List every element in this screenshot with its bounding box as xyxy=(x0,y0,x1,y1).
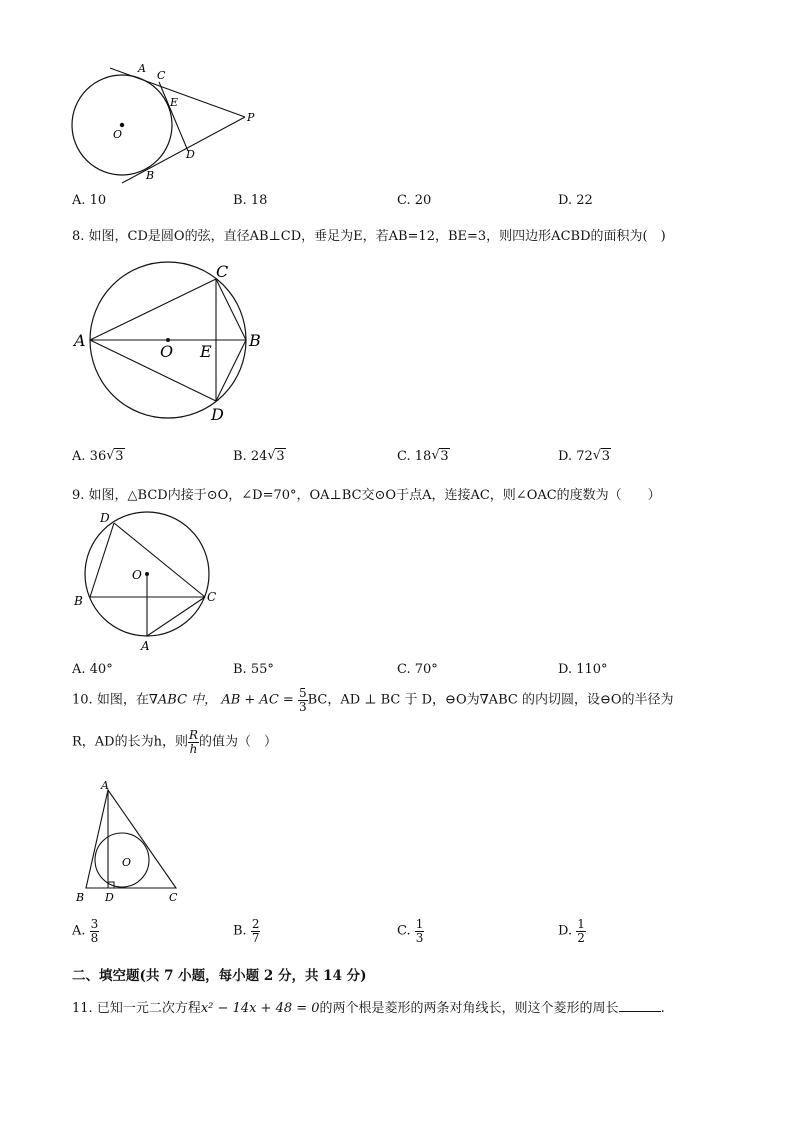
q8-figure xyxy=(68,255,268,430)
q11-text-c: . xyxy=(660,1001,665,1016)
q10-option-b[interactable] xyxy=(233,918,260,944)
q10-option-c-letter: C. xyxy=(397,923,411,939)
q7-tangent-pa xyxy=(110,68,245,117)
q9-number: 9. xyxy=(72,488,85,503)
q10-question-line2 xyxy=(72,729,277,755)
q10-line1-d: BC，AD ⊥ BC 于 D，⊖O为∇ABC 的内切圆，设⊖O的半径为 xyxy=(307,692,674,708)
q10-line1-a: 如图，在 xyxy=(96,692,149,708)
q8-segment-ad xyxy=(90,340,216,401)
q8-option-a-radicand: 3 xyxy=(115,449,124,464)
q8-segment-db xyxy=(216,340,246,401)
q10-option-c-fraction xyxy=(415,918,425,944)
q10-line2-b: 的值为（ ） xyxy=(199,734,278,750)
q8-option-d-letter: D. xyxy=(558,449,573,464)
q10-option-d[interactable] xyxy=(558,918,586,944)
q10-option-a-den: 8 xyxy=(90,930,99,945)
q11-number: 11. xyxy=(72,1001,93,1016)
section-2-title: 二、填空题(共 7 小题，每小题 2 分，共 14 分) xyxy=(72,968,367,984)
q10-option-b-fraction xyxy=(251,918,261,944)
q7-option-c[interactable]: C. 20 xyxy=(397,193,432,208)
q9-label-b: B xyxy=(74,594,83,608)
q9-option-c[interactable]: C. 70° xyxy=(397,662,438,677)
q10-option-d-num: 1 xyxy=(577,917,585,931)
q11-answer-blank[interactable] xyxy=(619,999,661,1012)
q7-option-d[interactable]: D. 22 xyxy=(558,193,593,208)
q10-line1-b: ∇ABC 中， xyxy=(148,692,218,708)
q8-label-o: O xyxy=(160,342,174,361)
q10-option-b-den: 7 xyxy=(251,930,260,945)
q9-segment-db xyxy=(90,523,114,597)
q10-figure xyxy=(68,775,198,907)
q7-label-c: C xyxy=(157,69,166,82)
q10-option-a-fraction xyxy=(90,918,100,944)
q8-option-b-letter: B. xyxy=(233,449,247,464)
q8-option-b-radicand: 3 xyxy=(276,449,285,464)
q8-option-b[interactable] xyxy=(233,449,286,464)
q10-option-a-num: 3 xyxy=(90,917,99,931)
q10-label-a: A xyxy=(101,779,109,792)
q10-triangle xyxy=(86,790,176,888)
q7-label-e: E xyxy=(170,96,179,109)
q10-fraction-5-3 xyxy=(298,687,308,713)
q11-text-a: 已知一元二次方程 xyxy=(96,1001,201,1016)
q8-option-d-radicand: 3 xyxy=(601,449,611,464)
sqrt-icon xyxy=(593,449,611,464)
q9-question xyxy=(72,484,661,503)
q10-line2-a: R，AD的长为h，则 xyxy=(72,734,188,750)
q10-option-d-den: 2 xyxy=(577,930,585,945)
q8-option-a-letter: A. xyxy=(72,449,86,464)
q7-center-dot xyxy=(120,123,124,127)
sqrt-icon xyxy=(267,449,285,464)
q10-question-line1 xyxy=(72,687,674,713)
q10-fraction-r-h xyxy=(188,729,199,755)
q8-option-a-coef: 36 xyxy=(89,449,107,464)
q10-frac-num: 5 xyxy=(298,686,307,700)
q8-segment-ac xyxy=(90,279,216,340)
q8-option-a[interactable] xyxy=(72,449,125,464)
q10-label-b: B xyxy=(76,891,85,904)
q9-option-a[interactable]: A. 40° xyxy=(72,662,113,677)
q9-label-a: A xyxy=(141,639,150,653)
q9-figure xyxy=(68,505,228,653)
q10-label-o: O xyxy=(122,856,132,869)
q7-option-a[interactable]: A. 10 xyxy=(72,193,107,208)
q8-option-c-letter: C. xyxy=(397,449,411,464)
q7-label-d: D xyxy=(186,148,195,161)
q8-text: 如图，CD是圆O的弦，直径AB⊥CD，垂足为E，若AB=12，BE=3，则四边形ACBD的面积为( ) xyxy=(88,229,666,244)
q9-segment-ac xyxy=(147,597,205,636)
q10-frac-r: R xyxy=(188,728,199,742)
q10-label-d: D xyxy=(105,891,114,904)
q8-label-c: C xyxy=(216,262,229,281)
q10-option-c-den: 3 xyxy=(415,930,424,945)
q8-option-c[interactable] xyxy=(397,449,450,464)
q7-tangent-cd xyxy=(159,82,188,151)
q9-text: 如图，△BCD内接于⊙O，∠D=70°，OA⊥BC交⊙O于点A，连接AC，则∠OAC的度数为（ ） xyxy=(88,488,661,503)
q10-frac-den: 3 xyxy=(298,699,307,714)
q7-option-b[interactable]: B. 18 xyxy=(233,193,268,208)
q9-label-d: D xyxy=(100,511,110,525)
q11-question xyxy=(72,997,665,1016)
q8-option-d[interactable] xyxy=(558,449,611,464)
q10-line1-c: AB + AC = xyxy=(221,692,294,708)
q8-number: 8. xyxy=(72,229,85,244)
q10-option-a-letter: A. xyxy=(72,923,86,939)
q8-segment-cb xyxy=(216,279,246,340)
q11-text-b: 的两个根是菱形的两条对角线长，则这个菱形的周长 xyxy=(319,1001,619,1016)
q8-label-d: D xyxy=(211,405,224,424)
q10-option-c-num: 1 xyxy=(415,917,424,931)
q9-option-b[interactable]: B. 55° xyxy=(233,662,274,677)
q8-option-d-coef: 72 xyxy=(576,449,593,464)
q8-label-e: E xyxy=(200,342,212,361)
q7-label-o: O xyxy=(113,128,123,141)
q7-tangent-pb xyxy=(122,117,245,183)
sqrt-icon xyxy=(431,449,449,464)
q7-label-a: A xyxy=(138,62,146,75)
q8-label-b: B xyxy=(249,331,261,350)
q11-equation: x² − 14x + 48 = 0 xyxy=(200,1001,320,1016)
sqrt-icon xyxy=(106,449,124,464)
q9-segment-dc xyxy=(114,523,205,597)
q8-option-c-radicand: 3 xyxy=(440,449,449,464)
q8-label-a: A xyxy=(74,331,86,350)
q10-option-c[interactable] xyxy=(397,918,424,944)
q8-option-c-coef: 18 xyxy=(414,449,432,464)
q10-option-d-letter: D. xyxy=(558,923,573,939)
q10-frac-h: h xyxy=(189,741,198,756)
q8-question xyxy=(72,225,666,244)
q7-label-b: B xyxy=(146,169,155,182)
q9-option-d[interactable]: D. 110° xyxy=(558,662,608,677)
q10-option-a[interactable] xyxy=(72,918,99,944)
q10-label-c: C xyxy=(169,891,178,904)
q9-label-o: O xyxy=(132,568,142,582)
q10-option-b-num: 2 xyxy=(251,917,260,931)
q9-label-c: C xyxy=(207,590,217,604)
q7-figure xyxy=(60,55,270,190)
q10-number: 10. xyxy=(72,692,93,708)
q8-option-b-coef: 24 xyxy=(250,449,268,464)
q10-option-d-fraction xyxy=(576,918,586,944)
q10-option-b-letter: B. xyxy=(233,923,247,939)
q7-label-p: P xyxy=(247,111,255,124)
